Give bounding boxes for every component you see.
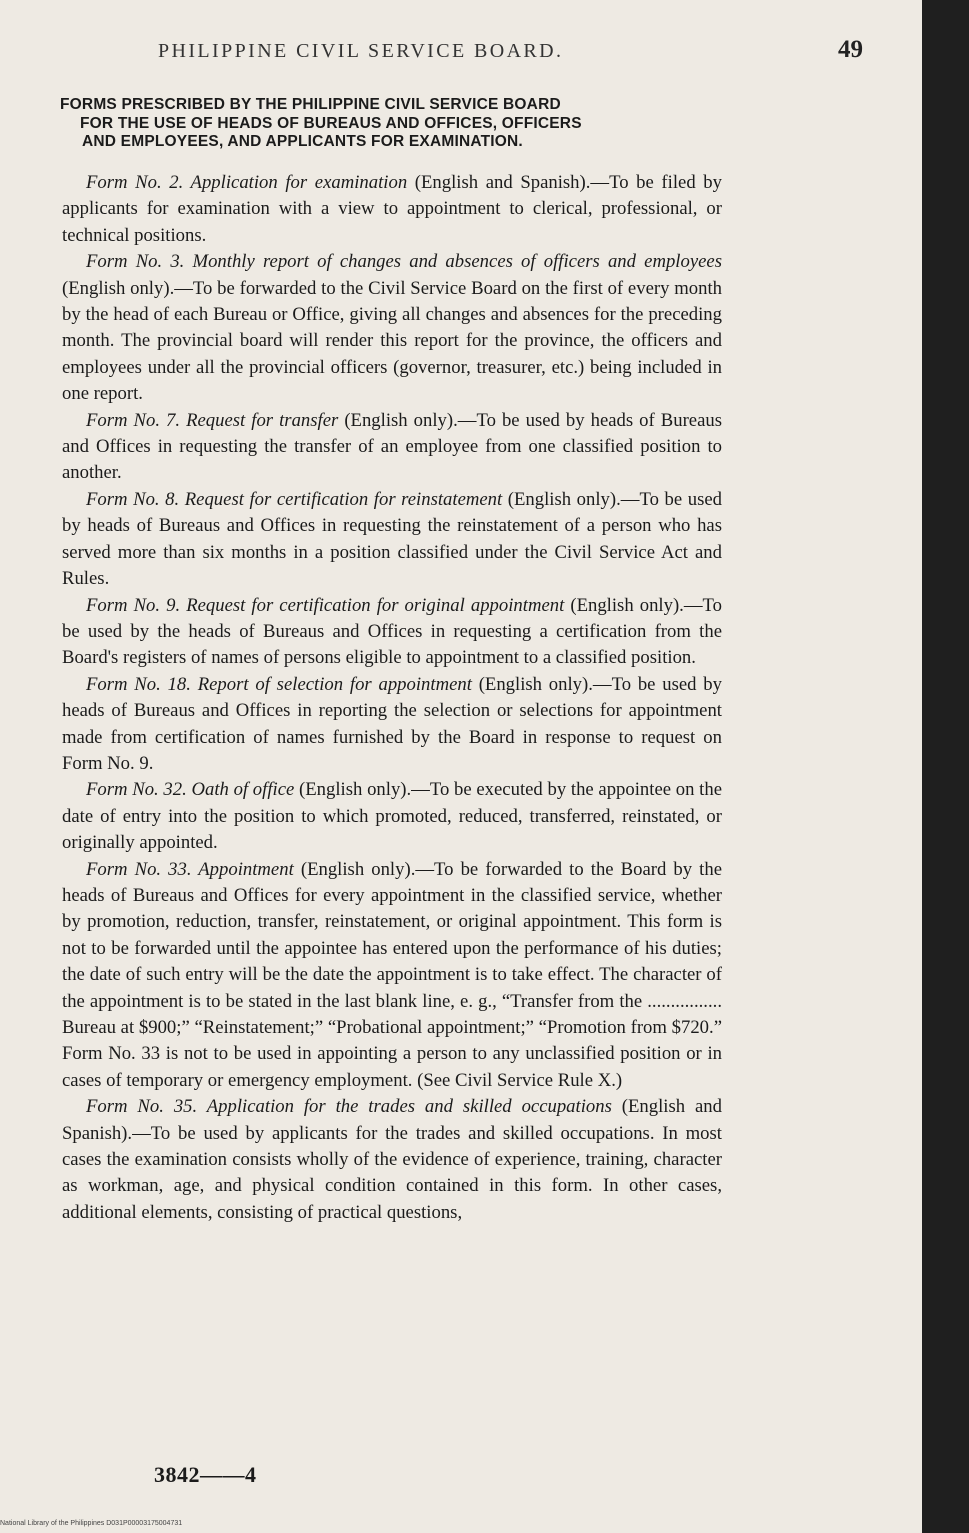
form-title: Form No. 3. Monthly report of changes and absences of officers and employees (86, 251, 722, 273)
heading-line: AND EMPLOYEES, AND APPLICANTS FOR EXAMINATION. (82, 133, 523, 150)
form-entry-8 (62, 487, 722, 593)
form-description: (English only).—To be forwarded to the Board by the heads of Bureaus and Offices for every appointment in the classified service, whether by promotion, reduction, transfer, reinstatement, or original appointment. This form is not to be forwarded until the appointee has entered upon the performance of his duties; the date of such entry will be the date the appointment is to take effect. The character of the appointment is to be stated in the last blank line, e. g., “Transfer from the ................ Bureau at $900;” “Reinstatement;” “Probational appointment;” “Promotion from $720.” Form No. 33 is not to be used in appointing a person to any unclassified position or in cases of temporary or emergency employment. (See Civil Service Rule X.) (62, 858, 723, 1091)
page-number: 49 (838, 36, 863, 63)
form-title: Form No. 2. Application for examination (86, 172, 408, 193)
form-description: (English only).—To be executed by the appointee on the date of entry into the position to which promoted, reduced, transferred, reinstated, or originally appointed. (62, 779, 722, 854)
form-entry-7 (62, 408, 722, 487)
heading-line: FORMS PRESCRIBED BY THE PHILIPPINE CIVIL SERVICE BOARD (60, 96, 561, 113)
form-entry-18 (62, 672, 722, 778)
form-title: Form No. 8. Request for certification for reinstatement (86, 488, 503, 510)
form-title: Form No. 18. Report of selection for appointment (86, 673, 472, 695)
form-entry-35 (62, 1094, 722, 1226)
form-entry-3 (62, 249, 722, 407)
form-entry-32 (62, 777, 722, 856)
form-entry-2 (62, 170, 722, 249)
form-description: (English and Spanish).—To be used by applicants for the trades and skilled occupations. In most cases the examination consists wholly of the evidence of experience, training, character as workman, age, and physical condition contained in this form. In other cases, additional elements, consisting of practical questions, (62, 1096, 722, 1223)
form-title: Form No. 9. Request for certification for original appointment (86, 594, 565, 616)
scan-footer: National Library of the Philippines D031P00003175004731 (0, 1520, 183, 1527)
section-heading (60, 96, 725, 152)
form-entry-33 (62, 857, 722, 1095)
heading-line: FOR THE USE OF HEADS OF BUREAUS AND OFFICES, OFFICERS (80, 114, 582, 132)
form-title: Form No. 35. Application for the trades and skilled occupations (86, 1096, 612, 1118)
form-description: (English only).—To be used by the heads of Bureaus and Offices in requesting a certification from the Board's registers of names of persons eligible to appointment to a classified position. (62, 594, 722, 669)
form-description: (English only).—To be forwarded to the Civil Service Board on the first of every month by the head of each Bureau or Office, giving all changes and absences for the preceding month. The provincial board will render this report for the province, the officers and employees under all the provincial officers (governor, treasurer, etc.) being included in one report. (62, 277, 722, 405)
form-description: (English only).—To be used by heads of Bureaus and Offices in requesting the transfer of an employee from one classified position to another. (62, 409, 722, 484)
printer-signature: 3842——4 (154, 1462, 257, 1487)
running-head: PHILIPPINE CIVIL SERVICE BOARD. (158, 40, 564, 62)
form-description: (English and Spanish).—To be filed by applicants for examination with a view to appointment to clerical, professional, or technical positions. (62, 172, 722, 246)
form-entry-9 (62, 593, 722, 672)
form-title: Form No. 32. Oath of office (86, 779, 295, 801)
form-description: (English only).—To be used by heads of Bureaus and Offices in requesting the reinstatement of a person who has served more than six months in a position classified under the Civil Service Act and Rules. (62, 488, 722, 590)
form-list (62, 170, 722, 1226)
form-title: Form No. 7. Request for transfer (86, 409, 339, 431)
form-title: Form No. 33. Appointment (86, 858, 294, 880)
form-description: (English only).—To be used by heads of Bureaus and Offices in reporting the selection or selections for appointment made from certification of names furnished by the Board in response to request on Form No. 9. (62, 673, 722, 774)
